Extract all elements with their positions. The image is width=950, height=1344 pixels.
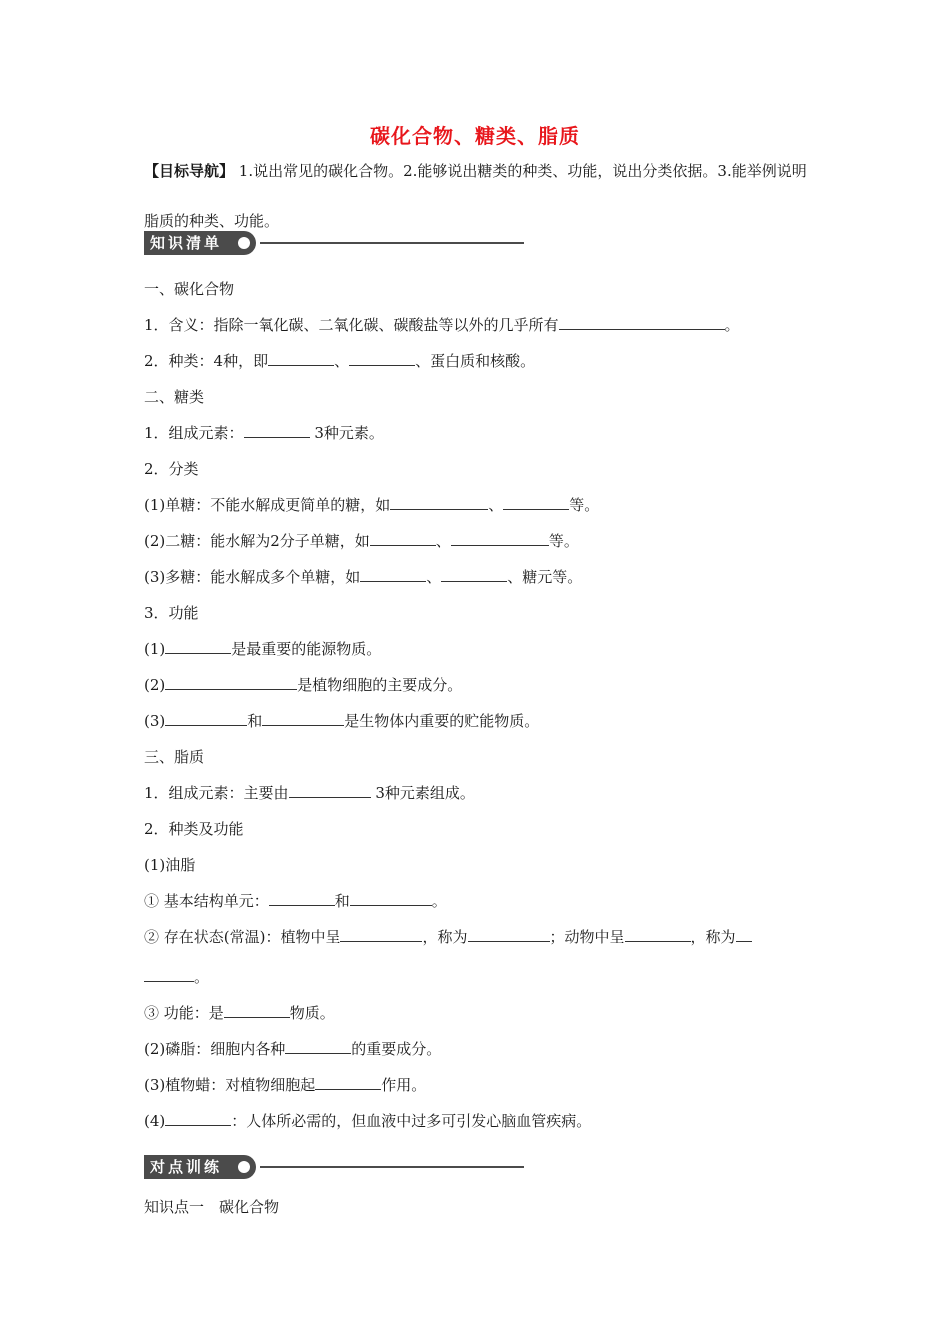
- item-cholesterol: (4) ：人体所必需的，但血液中过多可引发心脑血管疾病。: [144, 1112, 592, 1130]
- bullet-dot-icon: [238, 237, 250, 249]
- item-fat-unit: ① 基本结构单元： 和 。: [144, 892, 447, 910]
- item-fat-state: ② 存在状态(常温)：植物中呈 ，称为 ；动物中呈 ，称为: [144, 926, 824, 948]
- knowledge-point-1: 知识点一 碳化合物: [144, 1198, 280, 1216]
- bullet-dot-icon: [238, 1161, 250, 1173]
- heading-carbon-compounds: 一、碳化合物: [144, 280, 235, 298]
- answer-blank[interactable]: [144, 966, 194, 982]
- item-function-3: (3) 和 是生物体内重要的贮能物质。: [144, 712, 540, 730]
- item-disaccharide: (2)二糖：能水解为2分子单糖，如 、 等。: [144, 532, 579, 550]
- item-fat: (1)油脂: [144, 856, 196, 874]
- item-function-2: (2) 是植物细胞的主要成分。: [144, 676, 463, 694]
- answer-blank[interactable]: [224, 1002, 290, 1018]
- answer-blank[interactable]: [244, 422, 310, 438]
- item-phospholipid: (2)磷脂：细胞内各种 的重要成分。: [144, 1040, 442, 1058]
- goal-tag: 【目标导航】: [144, 162, 235, 180]
- item-lipid-types: 2．种类及功能: [144, 820, 244, 838]
- answer-blank[interactable]: [315, 1074, 381, 1090]
- answer-blank[interactable]: [441, 566, 507, 582]
- answer-blank[interactable]: [349, 350, 415, 366]
- item-definition: 1．含义：指除一氧化碳、二氧化碳、碳酸盐等以外的几乎所有 。: [144, 316, 740, 334]
- section-label: 对点训练: [150, 1158, 223, 1176]
- answer-blank[interactable]: [165, 710, 247, 726]
- answer-blank[interactable]: [269, 890, 335, 906]
- heading-lipids: 三、脂质: [144, 748, 205, 766]
- answer-blank[interactable]: [285, 1038, 351, 1054]
- answer-blank[interactable]: [350, 890, 432, 906]
- item-function-1: (1) 是最重要的能源物质。: [144, 640, 382, 658]
- answer-blank[interactable]: [625, 926, 691, 942]
- item-types: 2．种类：4种，即 、 、蛋白质和核酸。: [144, 352, 536, 370]
- section-tag: [144, 1155, 256, 1179]
- answer-blank[interactable]: [262, 710, 344, 726]
- heading-sugars: 二、糖类: [144, 388, 205, 406]
- answer-blank[interactable]: [360, 566, 426, 582]
- page-title: 碳化合物、糖类、脂质: [370, 124, 580, 148]
- item-plant-wax: (3)植物蜡：对植物细胞起 作用。: [144, 1076, 427, 1094]
- answer-blank[interactable]: [451, 530, 549, 546]
- answer-blank[interactable]: [268, 350, 334, 366]
- answer-blank[interactable]: [370, 530, 436, 546]
- item-sugar-elements: 1．组成元素： 3种元素。: [144, 424, 384, 442]
- answer-blank[interactable]: [736, 926, 752, 942]
- section-tag: [144, 231, 256, 255]
- item-fat-function: ③ 功能：是 物质。: [144, 1004, 335, 1022]
- item-fat-state-cont: 。: [144, 966, 824, 988]
- item-monosaccharide: (1)单糖：不能水解成更简单的糖，如 、 等。: [144, 496, 600, 514]
- answer-blank[interactable]: [165, 674, 297, 690]
- item-function: 3．功能: [144, 604, 199, 622]
- section-header-practice: [144, 1155, 524, 1179]
- answer-blank[interactable]: [390, 494, 488, 510]
- answer-blank[interactable]: [165, 1110, 231, 1126]
- answer-blank[interactable]: [503, 494, 569, 510]
- answer-blank[interactable]: [559, 314, 725, 330]
- answer-blank[interactable]: [340, 926, 422, 942]
- goal-text: 1.说出常见的碳化合物。2.能够说出糖类的种类、功能，说出分类依据。3.能举例说明脂质的种类、功能。: [144, 162, 807, 230]
- section-rule: [260, 242, 524, 244]
- answer-blank[interactable]: [468, 926, 550, 942]
- item-lipid-elements: 1．组成元素：主要由 3种元素组成。: [144, 784, 475, 802]
- section-header-knowledge: [144, 231, 524, 255]
- section-rule: [260, 1166, 524, 1168]
- answer-blank[interactable]: [289, 782, 371, 798]
- section-label: 知识清单: [150, 234, 223, 252]
- answer-blank[interactable]: [165, 638, 231, 654]
- item-classification: 2．分类: [144, 460, 199, 478]
- item-polysaccharide: (3)多糖：能水解成多个单糖，如 、 、糖元等。: [144, 568, 583, 586]
